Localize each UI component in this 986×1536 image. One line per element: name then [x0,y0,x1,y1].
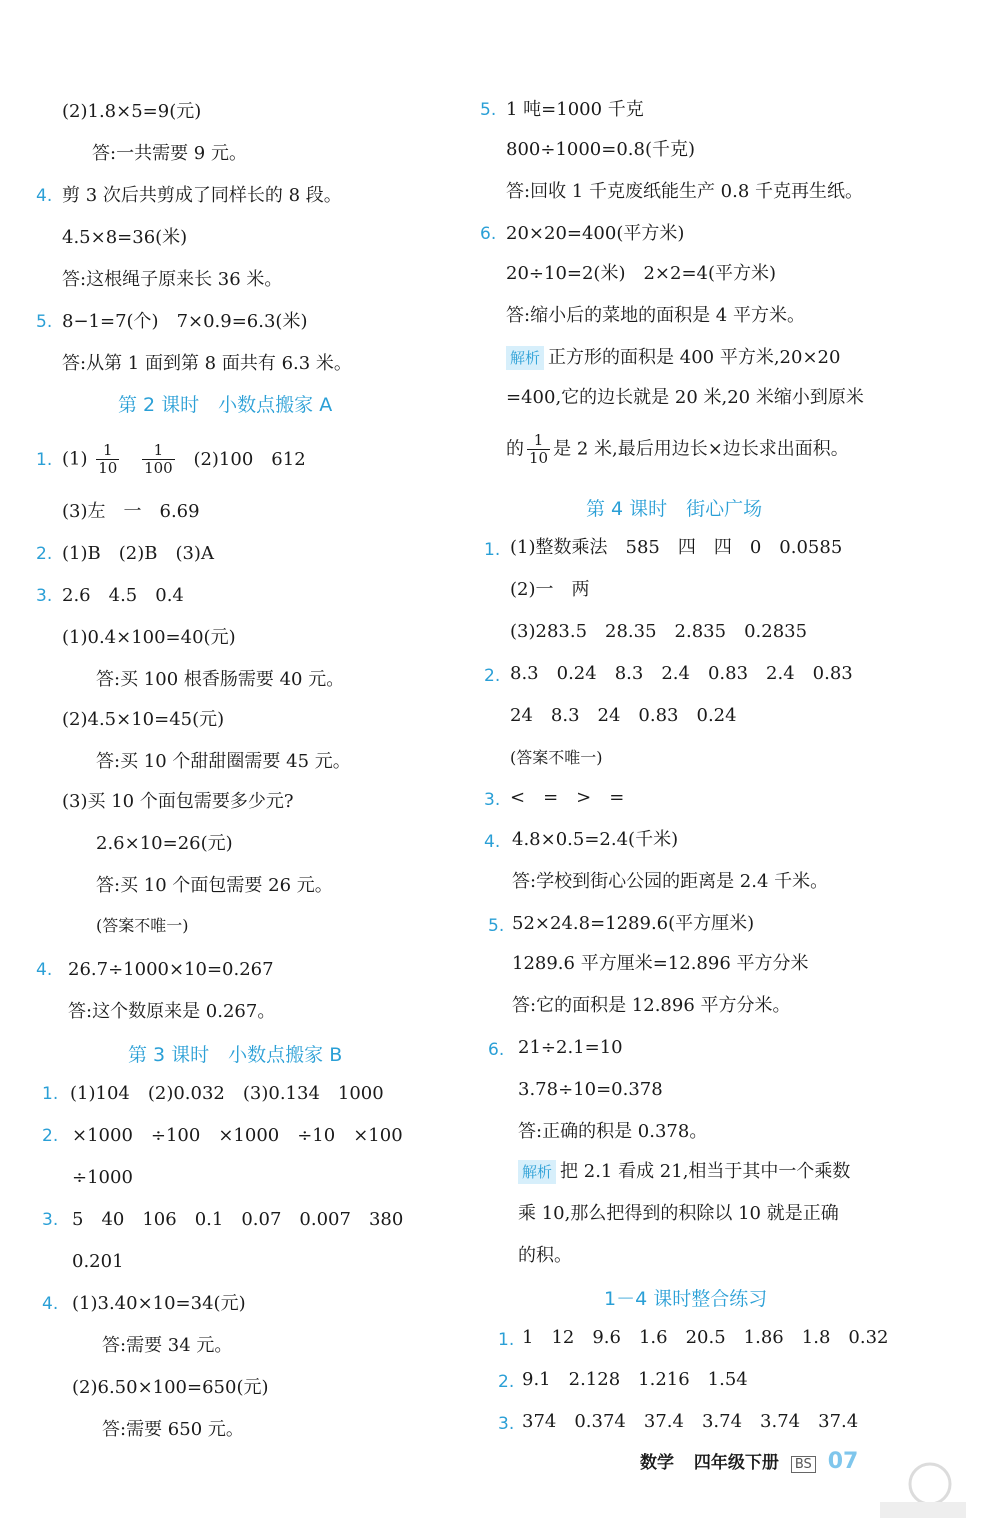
question-number: 2. [498,1372,515,1392]
answer-line: 5 40 106 0.1 0.07 0.007 380 [72,1209,404,1230]
question-number: 1. [484,540,501,560]
analysis-line [506,432,849,467]
question-number: 5. [480,100,497,120]
question-number: 3. [498,1414,515,1434]
question-number: 1. [42,1084,59,1104]
analysis-text: 是 2 米,最后用边长×边长求出面积。 [553,438,849,460]
answer-line: 答:买 100 根香肠需要 40 元。 [96,669,345,690]
answer-line: 4.8×0.5=2.4(千米) [512,829,679,850]
answer-line: 答:这根绳子原来长 36 米。 [62,269,283,290]
question-number: 4. [484,832,501,852]
section-heading: 第 2 课时 小数点搬家 A [118,394,333,416]
answer-line: 答:买 10 个甜甜圈需要 45 元。 [96,751,351,772]
answer-line: (1)3.40×10=34(元) [72,1293,246,1314]
answer-line: 答:回收 1 千克废纸能生产 0.8 千克再生纸。 [506,181,864,202]
answer-line: 答:它的面积是 12.896 平方分米。 [512,995,791,1016]
answer-line: (1)104 (2)0.032 (3)0.134 1000 [70,1083,384,1104]
answer-line: 1289.6 平方厘米=12.896 平方分米 [512,953,809,974]
answer-part: (2)100 612 [193,448,306,470]
analysis-text: 把 2.1 看成 21,相当于其中一个乘数 [560,1161,851,1182]
footer-subject: 数学 [640,1453,674,1473]
section-heading: 第 3 课时 小数点搬家 B [128,1044,343,1066]
answer-line: 答:一共需要 9 元。 [92,143,247,164]
answer-line: 0.201 [72,1251,124,1272]
question-number: 4. [36,186,53,206]
watermark-stamp-icon [870,1460,970,1520]
answer-line: 1 吨=1000 千克 [506,99,644,120]
question-number: 2. [36,544,53,564]
answer-line: 20×20=400(平方米) [506,223,685,244]
answer-line: 374 0.374 37.4 3.74 3.74 37.4 [522,1411,859,1432]
answer-part: (1) [62,448,88,470]
answer-line: 8−1=7(个) 7×0.9=6.3(米) [62,311,308,332]
answer-line: 2.6×10=26(元) [96,833,233,854]
answer-line: 1 12 9.6 1.6 20.5 1.86 1.8 0.32 [522,1327,889,1348]
question-number: 4. [36,960,53,980]
question-number: 2. [42,1126,59,1146]
footer-grade: 四年级下册 [693,1453,779,1473]
section-heading: 1－4 课时整合练习 [604,1288,768,1310]
fraction-denominator: 100 [144,459,173,477]
answer-line: ×1000 ÷100 ×1000 ÷10 ×100 [72,1125,403,1146]
answer-line: 3.78÷10=0.378 [518,1079,663,1100]
answer-line: < = > = [510,787,625,808]
answer-line: (2)6.50×100=650(元) [72,1377,269,1398]
answer-line: (1)B (2)B (3)A [62,543,214,564]
answer-line: 2.6 4.5 0.4 [62,585,184,606]
footer-edition: BS [791,1456,816,1473]
question-number: 1. [36,450,53,470]
answer-line: 20÷10=2(米) 2×2=4(平方米) [506,263,777,284]
fraction [142,442,175,477]
answer-line: 答:买 10 个面包需要 26 元。 [96,875,333,896]
answer-line: 26.7÷1000×10=0.267 [68,959,274,980]
question-number: 6. [488,1040,505,1060]
question-number: 3. [42,1210,59,1230]
fraction [527,432,550,467]
analysis-tag: 解析 [506,346,544,370]
answer-line: (1)整数乘法 585 四 四 0 0.0585 [510,537,843,558]
answer-line: 答:学校到街心公园的距离是 2.4 千米。 [512,871,829,892]
analysis-tag: 解析 [518,1160,556,1184]
answer-line: 答:缩小后的菜地的面积是 4 平方米。 [506,305,805,326]
answer-line: 800÷1000=0.8(千克) [506,139,695,160]
answer-line: (2)一 两 [510,579,590,600]
answer-line: 21÷2.1=10 [518,1037,623,1058]
analysis-line [518,1160,850,1184]
answer-line: 答:需要 34 元。 [102,1335,233,1356]
analysis-text: 的 [506,438,524,460]
question-number: 5. [36,312,53,332]
answer-line: 答:这个数原来是 0.267。 [68,1001,276,1022]
answer-line: 剪 3 次后共剪成了同样长的 8 段。 [62,185,342,206]
fraction [96,442,119,477]
answer-line: (3)283.5 28.35 2.835 0.2835 [510,621,808,642]
answer-line: 4.5×8=36(米) [62,227,188,248]
page-number: 07 [827,1449,859,1474]
analysis-line: =400,它的边长就是 20 米,20 米缩小到原米 [506,387,864,408]
fraction-denominator: 10 [529,449,549,467]
question-number: 3. [484,790,501,810]
answer-line: 24 8.3 24 0.83 0.24 [510,705,737,726]
fraction-numerator: 1 [142,442,175,460]
answer-line: (2)4.5×10=45(元) [62,709,225,730]
answer-line: 答:需要 650 元。 [102,1419,244,1440]
question-number: 6. [480,224,497,244]
answer-line: (1)0.4×100=40(元) [62,627,236,648]
answer-line: (3)买 10 个面包需要多少元? [62,791,294,812]
section-heading: 第 4 课时 街心广场 [586,498,763,520]
fraction-numerator: 1 [96,442,119,460]
answer-line: 52×24.8=1289.6(平方厘米) [512,913,755,934]
answer-line: 8.3 0.24 8.3 2.4 0.83 2.4 0.83 [510,663,853,684]
question-number: 3. [36,586,53,606]
answer-line: ÷1000 [72,1167,133,1188]
answer-line: (3)左 一 6.69 [62,501,200,522]
question-number: 2. [484,666,501,686]
answer-line: 答:正确的积是 0.378。 [518,1121,708,1142]
question-number: 1. [498,1330,515,1350]
question-number: 5. [488,916,505,936]
answer-line: 9.1 2.128 1.216 1.54 [522,1369,748,1390]
analysis-text: 正方形的面积是 400 平方米,20×20 [548,347,841,368]
answer-line [62,442,306,477]
answer-line: (2)1.8×5=9(元) [62,101,202,122]
answer-note: (答案不唯一) [96,916,189,935]
analysis-line: 乘 10,那么把得到的积除以 10 就是正确 [518,1203,839,1224]
page-footer [640,1448,858,1474]
answer-note: (答案不唯一) [510,748,603,767]
answer-line: 答:从第 1 面到第 8 面共有 6.3 米。 [62,353,352,374]
question-number: 4. [42,1294,59,1314]
fraction-numerator: 1 [527,432,550,450]
analysis-line: 的积。 [518,1245,572,1266]
analysis-line [506,346,840,370]
fraction-denominator: 10 [98,459,118,477]
